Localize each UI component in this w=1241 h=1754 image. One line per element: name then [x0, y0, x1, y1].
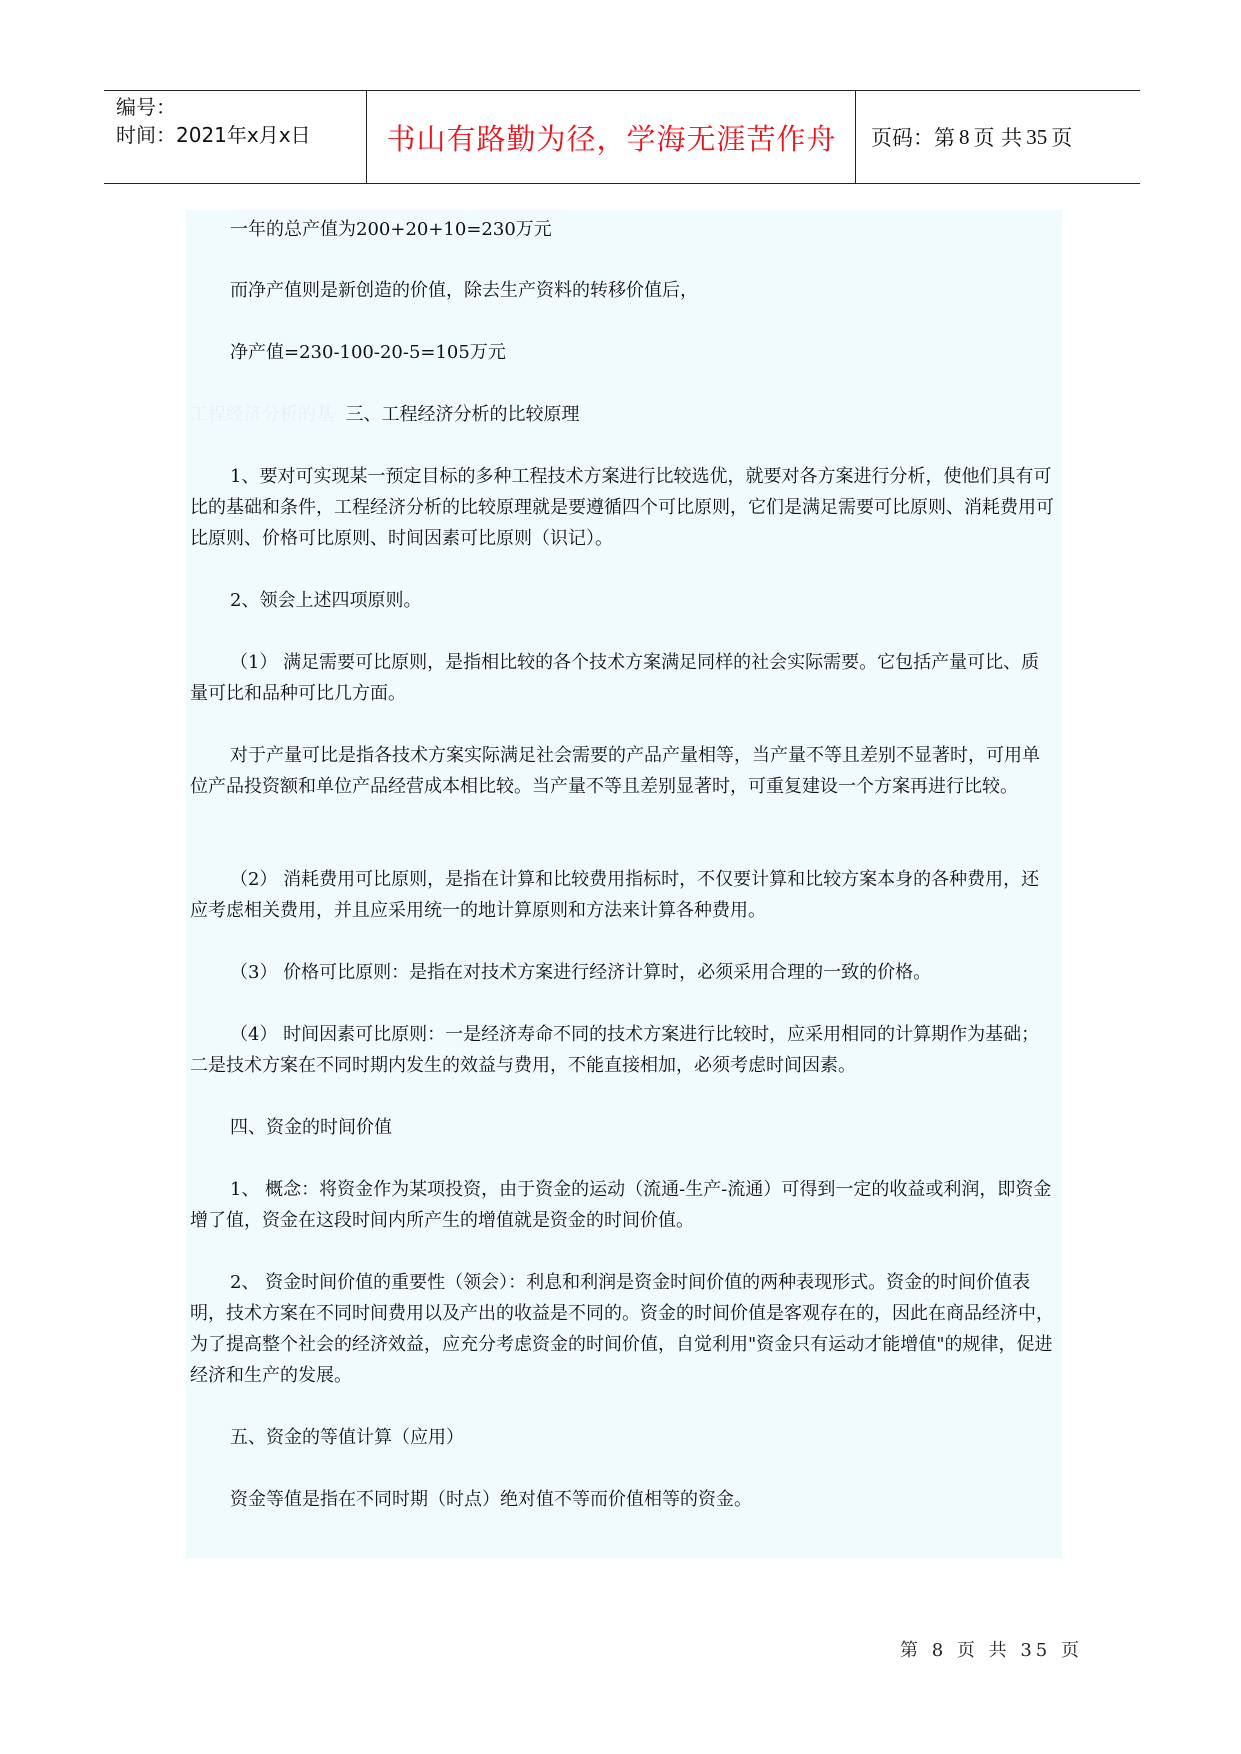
paragraph: 一年的总产值为200+20+10=230万元	[230, 219, 552, 240]
page-mid: 页 共	[973, 126, 1023, 150]
paragraph: 2、 资金时间价值的重要性（领会）：利息和利润是资金时间价值的两种表现形式。资金的时间价值表明，技术方案在不同时间费用以及产出的收益是不同的。资金的时间价值是客观存在的，因此在商品经济中，为了提高整个社会的经济效益，应充分考虑资金的时间价值，自觉利用"资金只有运动才能增值"的规律，促进经济和生产的发展。	[190, 1272, 1054, 1386]
number-label: 编号：	[116, 95, 176, 119]
paragraph: （2） 消耗费用可比原则，是指在计算和比较费用指标时，不仅要计算和比较方案本身的各种费用，还应考虑相关费用，并且应采用统一的地计算原则和方法来计算各种费用。	[190, 869, 1040, 921]
paragraph: 资金等值是指在不同时期（时点）绝对值不等而价值相等的资金。	[230, 1489, 752, 1510]
header-motto: 书山有路勤为径，学海无涯苦作舟	[386, 121, 837, 156]
header-divider	[366, 91, 367, 183]
paragraph: 1、 概念：将资金作为某项投资，由于资金的运动（流通-生产-流通）可得到一定的收益或利润，即资金增了值，资金在这段时间内所产生的增值就是资金的时间价值。	[190, 1179, 1052, 1231]
paragraph: 1、要对可实现某一预定目标的多种工程技术方案进行比较选优，就要对各方案进行分析，使他们具有可比的基础和条件，工程经济分析的比较原理就是要遵循四个可比原则，它们是满足需要可比原则、消耗费用可比原则、价格可比原则、时间因素可比原则（识记）。	[190, 466, 1054, 549]
paragraph: 对于产量可比是指各技术方案实际满足社会需要的产品产量相等，当产量不等且差别不显著时，可用单位产品投资额和单位产品经营成本相比较。当产量不等且差别显著时，可重复建设一个方案再进行比较。	[190, 745, 1040, 797]
paragraph: 2、领会上述四项原则。	[230, 590, 422, 611]
page-total: 35	[1026, 124, 1048, 149]
page-prefix: 页码：第	[871, 126, 955, 150]
header-meta	[116, 93, 356, 149]
paragraph: 而净产值则是新创造的价值，除去生产资料的转移价值后，	[230, 280, 698, 301]
paragraph: 净产值=230-100-20-5=105万元	[230, 342, 506, 363]
paragraph: （4） 时间因素可比原则：一是经济寿命不同的技术方案进行比较时，应采用相同的计算期作为基础；二是技术方案在不同时期内发生的效益与费用，不能直接相加，必须考虑时间因素。	[190, 1024, 1040, 1076]
time-label: 时间：2021年x月x日	[116, 123, 311, 147]
header-divider	[855, 91, 856, 183]
paragraph: （1） 满足需要可比原则，是指相比较的各个技术方案满足同样的社会实际需要。它包括产量可比、质量可比和品种可比几方面。	[190, 652, 1040, 704]
page-header	[104, 90, 1140, 184]
section-heading: 四、资金的时间价值	[230, 1117, 392, 1138]
heading-text: 三、工程经济分析的比较原理	[345, 404, 580, 425]
section-heading	[190, 399, 1056, 430]
document-body	[186, 210, 1062, 1558]
page-footer: 第 8 页 共 35 页	[900, 1640, 1083, 1661]
header-page-number	[871, 91, 1072, 183]
paragraph: （3） 价格可比原则：是指在对技术方案进行经济计算时，必须采用合理的一致的价格。	[230, 962, 932, 983]
faded-text: 工程经济分析的基	[190, 404, 334, 425]
section-heading: 五、资金的等值计算（应用）	[230, 1427, 464, 1448]
page-suffix: 页	[1051, 126, 1073, 150]
page-current: 8	[959, 124, 970, 149]
